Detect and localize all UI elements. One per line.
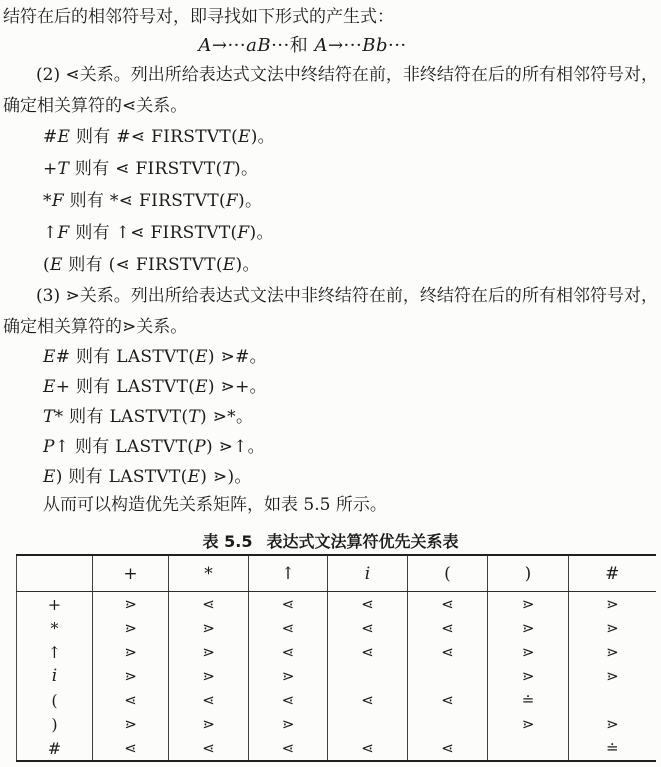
relation-cell: ⋖ — [249, 592, 328, 617]
relation-cell: ⋗ — [569, 616, 656, 640]
relation-cell — [408, 664, 488, 688]
row-header: + — [47, 594, 62, 614]
text-segment: →··· — [211, 35, 247, 56]
relation-cell: ⋗ — [93, 616, 169, 640]
relation-cell: ⋗ — [249, 712, 328, 736]
firstvt-relation-line — [0, 185, 661, 217]
relation-cell: ⋗ — [93, 592, 169, 617]
relation-cell: ⋗ — [488, 616, 569, 640]
text-segment: ↑ — [43, 223, 58, 243]
text-segment: E — [57, 127, 71, 147]
relation-cell: ≐ — [488, 688, 569, 712]
text-segment: 则有 ↑⋖ FIRSTVT( — [69, 223, 238, 243]
text-segment: )。 — [235, 255, 260, 275]
relation-cell: ⋗ — [169, 664, 249, 688]
relation-cell: ⋖ — [328, 640, 408, 664]
text-segment: )。 — [234, 159, 259, 179]
relation-cell: ⋖ — [328, 736, 408, 761]
firstvt-relation-line — [0, 153, 661, 185]
lastvt-relation-line — [0, 462, 661, 492]
text-segment: 则有 #⋖ FIRSTVT( — [70, 127, 239, 147]
relation-cell: ⋖ — [408, 640, 488, 664]
text-segment: + — [43, 159, 58, 179]
col-header: i — [328, 555, 408, 592]
relation-cell: ⋗ — [488, 712, 569, 736]
text-segment: A — [198, 35, 212, 56]
text-segment: T — [222, 159, 235, 179]
table-row — [17, 688, 656, 712]
relation-cell: ⋗ — [249, 664, 328, 688]
text-segment: F — [57, 223, 70, 243]
table-row — [17, 640, 656, 664]
text-segment: →··· — [327, 35, 363, 56]
col-header: ) — [488, 555, 569, 592]
lastvt-relation-line — [0, 342, 661, 372]
relation-cell: ⋖ — [408, 736, 488, 761]
relation-cell: ⋗ — [93, 664, 169, 688]
text-segment: ··· — [387, 35, 407, 56]
text-segment: ) ⋗*。 — [200, 407, 254, 427]
relation-cell — [569, 688, 656, 712]
text-segment: E — [238, 127, 251, 147]
text-segment: ) ⋗#。 — [207, 347, 267, 367]
relation-cell — [328, 712, 408, 736]
relation-cell: ⋖ — [93, 736, 169, 761]
relation-cell: ≐ — [569, 736, 656, 761]
table-row — [17, 712, 656, 736]
text-segment: * 则有 LASTVT( — [54, 407, 189, 427]
relation-cell: ⋖ — [408, 688, 488, 712]
relation-cell: ⋖ — [169, 688, 249, 712]
lastvt-relation-line — [0, 372, 661, 402]
col-header: * — [169, 555, 249, 592]
production-formula — [0, 32, 661, 60]
relation-cell: ⋖ — [249, 736, 328, 761]
relation-cell: ⋗ — [569, 640, 656, 664]
table-row — [17, 592, 656, 617]
relation-cell: ⋗ — [169, 640, 249, 664]
text-segment: )。 — [250, 127, 275, 147]
row-header: ↑ — [47, 642, 62, 662]
corner-cell — [17, 555, 93, 592]
text-segment: F — [51, 191, 64, 211]
text-segment: E — [43, 377, 56, 397]
text-segment: 则有 *⋖ FIRSTVT( — [63, 191, 226, 211]
relation-cell: ⋖ — [169, 592, 249, 617]
text-segment: T — [188, 407, 200, 427]
row-header: # — [47, 738, 62, 758]
section-2-line-1: (2) ⋖关系。列出所给表达式文法中终结符在前，非终结符在后的所有相邻符号对， — [36, 65, 658, 85]
section-3-line-2: 确定相关算符的⋗关系。 — [3, 317, 188, 337]
relation-cell: ⋗ — [569, 712, 656, 736]
lastvt-relation-line — [0, 432, 661, 462]
relation-cell: ⋖ — [408, 592, 488, 617]
relation-cell: ⋖ — [93, 688, 169, 712]
col-header: + — [93, 555, 169, 592]
section-2-line-2: 确定相关算符的⋖关系。 — [3, 96, 188, 116]
col-header: # — [569, 555, 656, 592]
text-segment: ) ⋗)。 — [200, 467, 252, 487]
table-row — [17, 736, 656, 761]
text-segment: T — [43, 407, 55, 427]
table-caption-number: 表 5.5 — [202, 532, 253, 551]
row-header: i — [51, 666, 58, 686]
text-segment: 则有 (⋖ FIRSTVT( — [62, 255, 223, 275]
row-header: ) — [51, 714, 58, 734]
relation-cell: ⋗ — [569, 592, 656, 617]
text-segment: ) 则有 LASTVT( — [55, 467, 188, 487]
text-segment: aB — [246, 35, 272, 56]
relation-cell: ⋖ — [249, 640, 328, 664]
text-segment: ) ⋗↑。 — [205, 437, 265, 457]
text-segment: E — [43, 347, 56, 367]
text-segment: ) ⋗+。 — [207, 377, 267, 397]
text-segment: E — [43, 467, 56, 487]
relation-cell: ⋖ — [408, 616, 488, 640]
col-header: ( — [408, 555, 488, 592]
text-segment: P — [43, 437, 55, 457]
table-caption — [0, 532, 661, 552]
row-header: * — [50, 618, 59, 638]
row-header: ( — [51, 690, 58, 710]
firstvt-relation-line — [0, 249, 661, 281]
col-header: ↑ — [249, 555, 328, 592]
table-row — [17, 616, 656, 640]
text-segment: # — [43, 127, 58, 147]
relation-cell: ⋗ — [169, 616, 249, 640]
table-row — [17, 664, 656, 688]
closing-line: 从而可以构造优先关系矩阵，如表 5.5 所示。 — [43, 495, 387, 515]
section-3-line-1: (3) ⋗关系。列出所给表达式文法中非终结符在前，终结符在后的所有相邻符号对， — [36, 286, 658, 306]
relation-cell: ⋖ — [249, 616, 328, 640]
text-segment: # 则有 LASTVT( — [55, 347, 196, 367]
text-segment: + 则有 LASTVT( — [55, 377, 196, 397]
relation-cell: ⋗ — [488, 640, 569, 664]
relation-cell: ⋗ — [488, 664, 569, 688]
relation-cell: ⋗ — [488, 592, 569, 617]
text-segment: * — [43, 191, 52, 211]
opening-line: 结符在后的相邻符号对，即寻找如下形式的产生式： — [3, 7, 394, 27]
relation-cell: ⋗ — [169, 712, 249, 736]
precedence-table — [16, 554, 656, 762]
relation-cell: ⋗ — [569, 664, 656, 688]
text-segment: F — [225, 191, 239, 211]
relation-cell — [328, 664, 408, 688]
relation-cell — [488, 736, 569, 761]
text-segment: E — [222, 255, 236, 275]
text-segment: 则有 ⋖ FIRSTVT( — [69, 159, 223, 179]
text-segment: )。 — [238, 191, 263, 211]
relation-cell: ⋖ — [328, 616, 408, 640]
text-segment: ↑ 则有 LASTVT( — [54, 437, 195, 457]
text-segment: T — [57, 159, 70, 179]
text-segment: Bb — [362, 35, 388, 56]
relation-cell: ⋖ — [249, 688, 328, 712]
text-segment: E — [195, 377, 208, 397]
firstvt-relation-line — [0, 121, 661, 153]
text-segment: )。 — [249, 223, 274, 243]
relation-cell: ⋗ — [93, 712, 169, 736]
relation-cell: ⋖ — [328, 592, 408, 617]
table-caption-title: 表达式文法算符优先关系表 — [266, 532, 459, 551]
relation-cell — [408, 712, 488, 736]
relation-cell: ⋗ — [93, 640, 169, 664]
text-segment: ( — [43, 255, 50, 275]
text-segment: E — [187, 467, 201, 487]
text-segment: P — [194, 437, 206, 457]
text-segment: ···和 — [271, 35, 315, 56]
lastvt-relation-line — [0, 402, 661, 432]
text-segment: E — [49, 255, 63, 275]
firstvt-relation-line — [0, 217, 661, 249]
text-segment: E — [195, 347, 208, 367]
relation-cell: ⋖ — [328, 688, 408, 712]
text-segment: A — [314, 35, 328, 56]
text-segment: F — [237, 223, 250, 243]
relation-cell: ⋖ — [169, 736, 249, 761]
table-header-row — [17, 555, 656, 592]
